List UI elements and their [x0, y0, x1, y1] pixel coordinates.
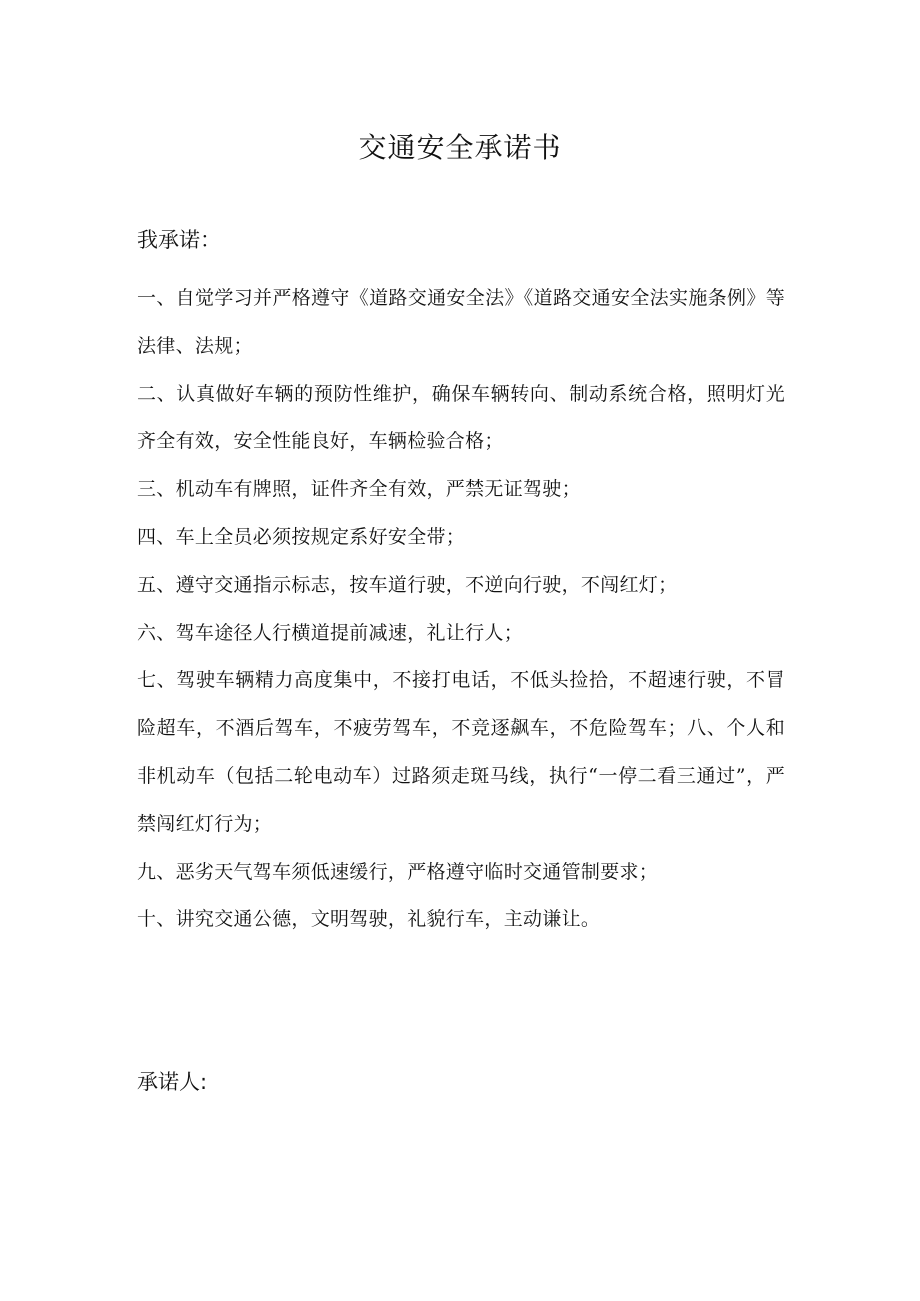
commitment-list [137, 275, 785, 944]
commitment-item-1: 一、自觉学习并严格遵守《道路交通安全法》《道路交通安全法实施条例》等法律、法规； [137, 287, 785, 357]
commitment-item-10: 十、讲究交通公德，文明驾驶，礼貌行车，主动谦让。 [137, 908, 601, 931]
commitment-item-4: 四、车上全员必须按规定系好安全带； [137, 525, 466, 548]
commitment-item-9: 九、恶劣天气驾车须低速缓行，严格遵守临时交通管制要求； [137, 860, 659, 883]
commitment-item-3: 三、机动车有牌照，证件齐全有效，严禁无证驾驶； [137, 478, 581, 501]
commitment-item-7-8: 七、驾驶车辆精力高度集中，不接打电话，不低头捡拾，不超速行驶，不冒险超车，不酒后驾车，不疲劳驾车，不竞逐飙车，不危险驾车；八、个人和非机动车（包括二轮电动车）过路须走斑马线，执行“一停二看三通过”，严禁闯红灯行为； [137, 669, 785, 835]
signature-label: 承诺人: [137, 1070, 208, 1094]
commitment-item-6: 六、驾车途径人行横道提前减速，礼让行人； [137, 621, 524, 644]
page-title: 交通安全承诺书 [358, 131, 562, 164]
commitment-item-2: 二、认真做好车辆的预防性维护，确保车辆转向、制动系统合格，照明灯光齐全有效，安全性能良好，车辆检验合格； [137, 382, 785, 453]
intro-text: 我承诺： [137, 228, 221, 252]
commitment-item-5: 五、遵守交通指示标志，按车道行驶，不逆向行驶，不闯红灯； [137, 573, 678, 596]
